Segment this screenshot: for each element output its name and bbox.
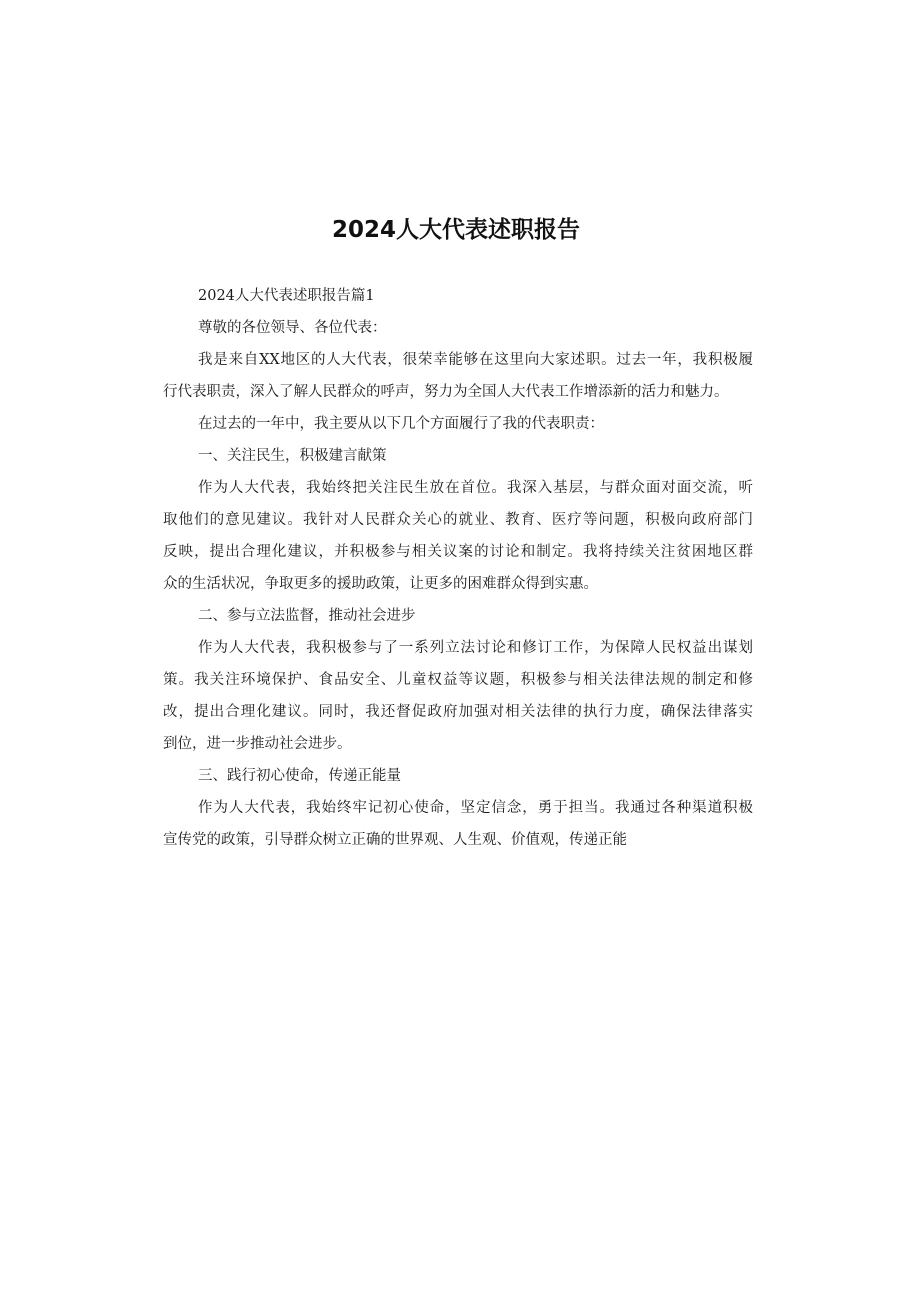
section-heading: 2024人大代表述职报告篇1: [198, 288, 375, 304]
salutation: 尊敬的各位领导、各位代表：: [198, 320, 387, 336]
paragraph-line: 到位，进一步推动社会进步。: [163, 736, 352, 752]
paragraph-line: 取他们的意见建议。我针对人民群众关心的就业、教育、医疗等问题，积极向政府部门: [163, 512, 753, 528]
paragraph-line: 宣传党的政策，引导群众树立正确的世界观、人生观、价值观，传递正能: [163, 832, 627, 848]
subsection-heading: 三、践行初心使命，传递正能量: [198, 768, 401, 784]
document-title: 2024人大代表述职报告: [331, 217, 580, 243]
subsection-heading: 二、参与立法监督，推动社会进步: [198, 608, 416, 624]
paragraph-line: 行代表职责，深入了解人民群众的呼声，努力为全国人大代表工作增添新的活力和魅力。: [163, 384, 729, 400]
document-body: [163, 280, 759, 856]
paragraph-line: 作为人大代表，我积极参与了一系列立法讨论和修订工作，为保障人民权益出谋划: [198, 640, 753, 656]
paragraph-line: 我是来自XX地区的人大代表，很荣幸能够在这里向大家述职。过去一年，我积极履: [198, 352, 753, 368]
subsection-heading: 一、关注民生，积极建言献策: [198, 448, 387, 464]
paragraph-line: 反映，提出合理化建议，并积极参与相关议案的讨论和制定。我将持续关注贫困地区群: [163, 544, 753, 560]
paragraph-line: 策。我关注环境保护、食品安全、儿童权益等议题，积极参与相关法律法规的制定和修: [163, 672, 753, 688]
paragraph-line: 作为人大代表，我始终把关注民生放在首位。我深入基层，与群众面对面交流，听: [198, 480, 753, 496]
paragraph-line: 在过去的一年中，我主要从以下几个方面履行了我的代表职责：: [198, 416, 604, 432]
paragraph-line: 作为人大代表，我始终牢记初心使命，坚定信念，勇于担当。我通过各种渠道积极: [198, 800, 753, 816]
paragraph-line: 众的生活状况，争取更多的援助政策，让更多的困难群众得到实惠。: [163, 576, 598, 592]
paragraph-line: 改，提出合理化建议。同时，我还督促政府加强对相关法律的执行力度，确保法律落实: [163, 704, 753, 720]
